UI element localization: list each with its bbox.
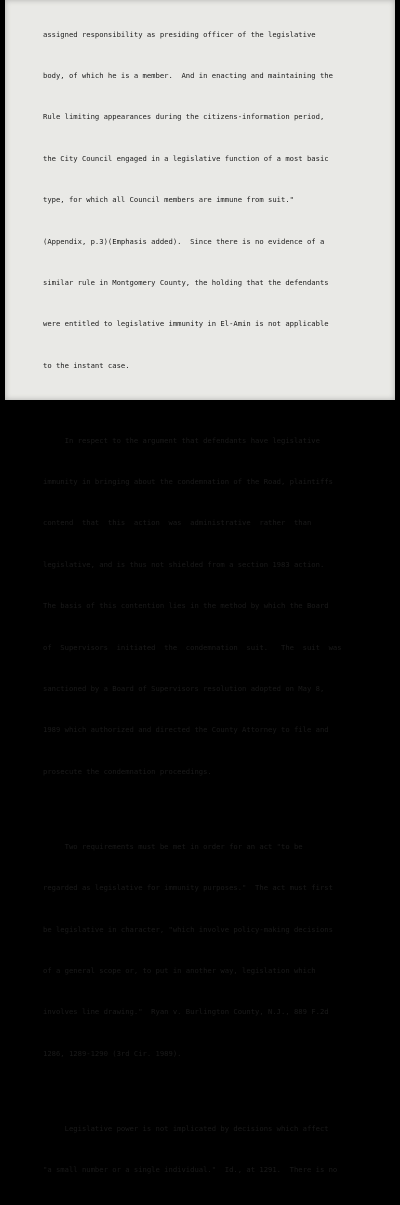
text-line: immunity in bringing about the condemnation of the Road, plaintiffs [43, 477, 333, 487]
paragraph-gap [43, 806, 388, 812]
text-line: 1286, 1289-1290 (3rd Cir. 1989). [43, 1048, 182, 1058]
text-line: of a general scope or, to put in another way, legislation which [43, 965, 316, 975]
text-line: (Appendix, p.3)(Emphasis added). Since there is no evidence of a [43, 236, 325, 246]
text-line: body, of which he is a member. And in enacting and maintaining the [43, 70, 333, 80]
text-line: involves line drawing." Ryan v. Burlington County, N.J., 889 F.2d [43, 1007, 329, 1017]
text-line: assigned responsibility as presiding officer of the legislative [43, 29, 316, 39]
text-line: prosecute the condemnation proceedings. [43, 766, 212, 776]
text-line: Two requirements must be met in order for an act "to be [43, 841, 303, 851]
text-line: Legislative power is not implicated by decisions which affect [43, 1123, 329, 1133]
paragraph-gap [43, 1088, 388, 1094]
text-line: sanctioned by a Board of Supervisors resolution adopted on May 8, [43, 684, 325, 694]
text-line: 1989 which authorized and directed the County Attorney to file and [43, 725, 329, 735]
text-line: "a small number or a single individual." Id., at 1291. There is no [43, 1165, 338, 1175]
text-line: Rule limiting appearances during the citizens-information period, [43, 112, 325, 122]
text-line: were entitled to legislative immunity in El-Amin is not applicable [43, 319, 329, 329]
text-line: legislative, and is thus not shielded from a section 1983 action. [43, 559, 325, 569]
text-line: be legislative in character, "which involve policy-making decisions [43, 924, 333, 934]
text-line: contend that this action was administrative rather than [43, 518, 312, 528]
text-line: the City Council engaged in a legislative function of a most basic [43, 153, 329, 163]
text-line: regarded as legislative for immunity purposes." The act must first [43, 883, 333, 893]
text-line: similar rule in Montgomery County, the holding that the defendants [43, 277, 329, 287]
text-line: to the instant case. [43, 360, 130, 370]
text-line: of Supervisors initiated the condemnation suit. The suit was [43, 642, 342, 652]
text-line: The basis of this contention lies in the method by which the Board [43, 601, 329, 611]
paragraph-gap [43, 400, 388, 406]
document-body [43, 0, 388, 1205]
document-page [5, 0, 395, 1175]
text-line: type, for which all Council members are immune from suit." [43, 195, 294, 205]
text-line: In respect to the argument that defendants have legislative [43, 435, 320, 445]
